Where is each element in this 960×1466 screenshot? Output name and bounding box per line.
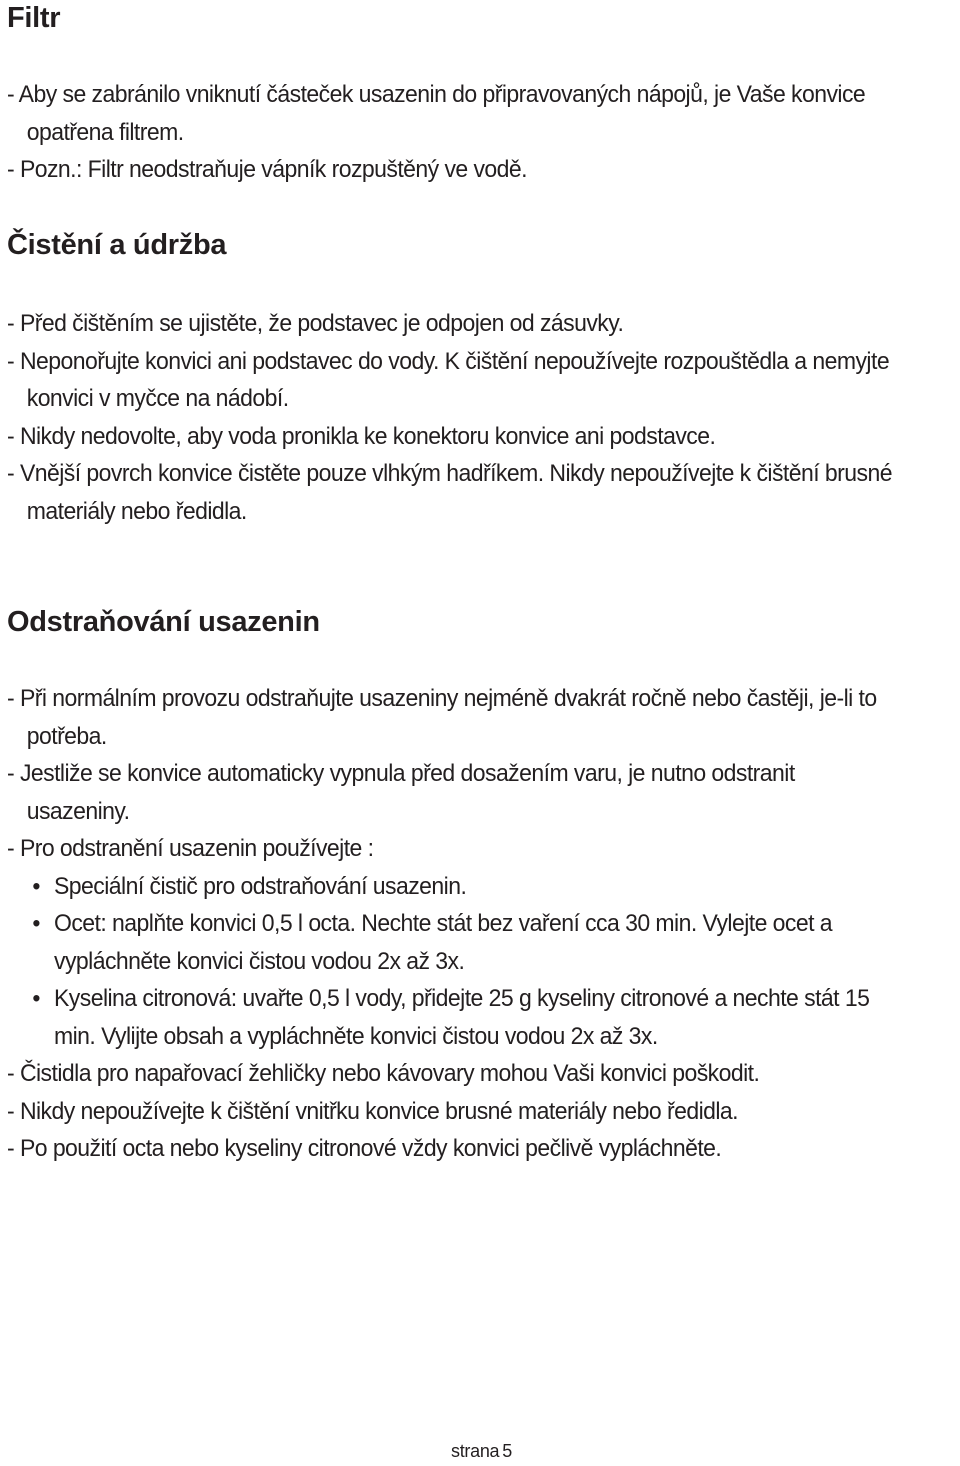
page-footer bbox=[0, 1441, 960, 1462]
paragraph: - Neponořujte konvici ani podstavec do vody. K čištění nepoužívejte rozpouštědla a nemyjte konvici v myčce na nádobí. bbox=[7, 347, 890, 412]
paragraph: - Jestliže se konvice automaticky vypnula před dosažením varu, je nutno odstranit usazeniny. bbox=[7, 760, 795, 825]
page-number: 5 bbox=[502, 1441, 512, 1461]
bullet-text: Kyselina citronová: uvařte 0,5 l vody, přidejte 25 g kyseliny citronové a nechte stát 15 min. Vylijte obsah a vypláchněte konvici čistou vodou 2x až 3x. bbox=[54, 985, 870, 1050]
bullet-item bbox=[7, 905, 900, 980]
paragraph: - Vnější povrch konvice čistěte pouze vlhkým hadříkem. Nikdy nepoužívejte k čištění brusné materiály nebo ředidla. bbox=[7, 460, 892, 525]
bullet-text: Ocet: naplňte konvici 0,5 l octa. Nechte stát bez vaření cca 30 min. Vylejte ocet a vypláchněte konvici čistou vodou 2x až 3x. bbox=[54, 910, 833, 975]
paragraph: - Před čištěním se ujistěte, že podstavec je odpojen od zásuvky. bbox=[7, 310, 624, 337]
section-body-cleaning bbox=[7, 305, 900, 530]
paragraph: - Nikdy nedovolte, aby voda pronikla ke konektoru konvice ani podstavce. bbox=[7, 422, 716, 450]
section-heading-cleaning: Čistění a údržba bbox=[7, 229, 227, 261]
section-body-descaling bbox=[7, 680, 900, 1168]
bullet-icon: • bbox=[32, 872, 40, 900]
paragraph: - Aby se zabránilo vniknutí částeček usazenin do připravovaných nápojů, je Vaše konvice opatřena filtrem. bbox=[7, 81, 866, 146]
section-heading-descaling: Odstraňování usazenin bbox=[7, 606, 320, 638]
bullet-item bbox=[7, 868, 900, 906]
paragraph: - Pozn.: Filtr neodstraňuje vápník rozpuštěný ve vodě. bbox=[7, 156, 527, 183]
section-heading-filter: Filtr bbox=[7, 2, 61, 34]
paragraph: - Nikdy nepoužívejte k čištění vnitřku konvice brusné materiály nebo ředidla. bbox=[7, 1097, 739, 1125]
bullet-text: Speciální čistič pro odstraňování usazenin. bbox=[54, 872, 467, 900]
paragraph: - Čistidla pro napařovací žehličky nebo kávovary mohou Vaši konvici poškodit. bbox=[7, 1060, 760, 1087]
paragraph: - Pro odstranění usazenin používejte : bbox=[7, 835, 374, 862]
section-body-filter bbox=[7, 76, 900, 189]
footer-label: strana bbox=[451, 1441, 500, 1461]
bullet-icon: • bbox=[32, 910, 40, 937]
paragraph: - Po použití octa nebo kyseliny citronové vždy konvici pečlivě vypláchněte. bbox=[7, 1135, 722, 1162]
bullet-item bbox=[7, 980, 900, 1055]
paragraph: - Při normálním provozu odstraňujte usazeniny nejméně dvakrát ročně nebo častěji, je-li to potřeba. bbox=[7, 685, 877, 750]
bullet-icon: • bbox=[32, 985, 40, 1012]
